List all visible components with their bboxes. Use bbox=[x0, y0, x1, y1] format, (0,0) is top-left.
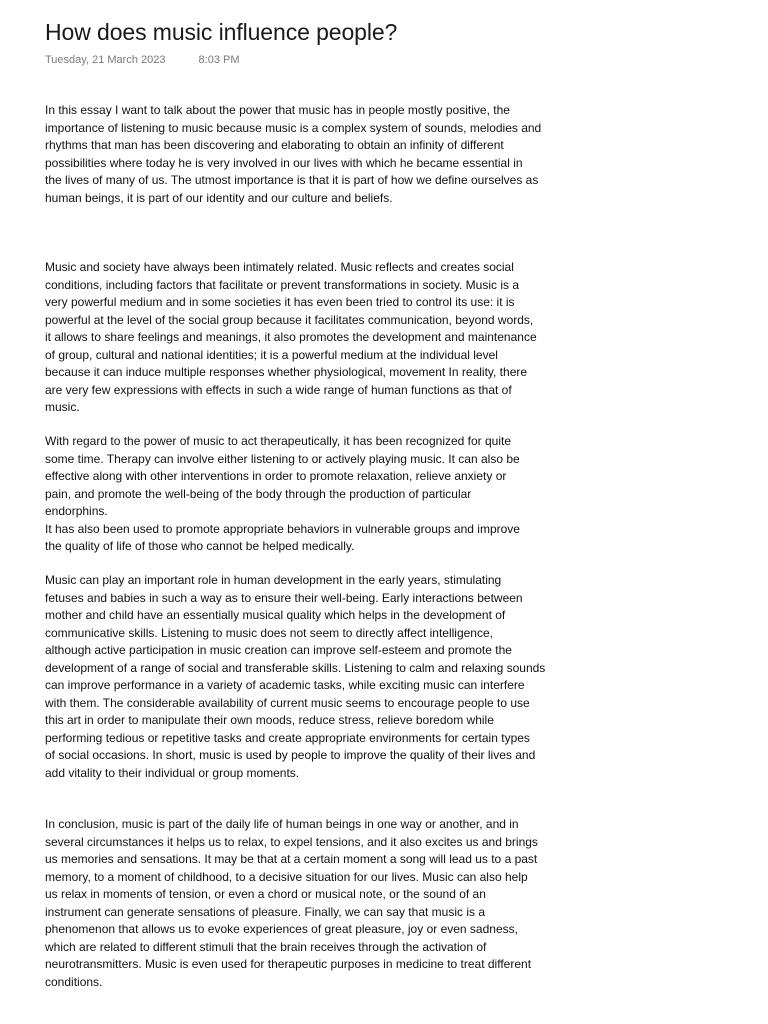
paragraph-line: can improve performance in a variety of academic tasks, while exciting music can interfere bbox=[45, 678, 525, 692]
body-paragraph bbox=[45, 816, 725, 991]
paragraph-line: neurotransmitters. Music is even used for therapeutic purposes in medicine to treat different bbox=[45, 957, 532, 971]
body-paragraph bbox=[45, 572, 725, 782]
body-paragraph bbox=[45, 433, 725, 556]
paragraph-line: importance of listening to music because music is a complex system of sounds, melodies and bbox=[45, 120, 542, 135]
note-time: 8:03 PM bbox=[198, 54, 240, 66]
paragraph-line: pain, and promote the well-being of the body through the production of particular bbox=[45, 486, 472, 501]
paragraph-line: of social occasions. In short, music is used by people to improve the quality of their lives and bbox=[45, 748, 536, 762]
paragraph-line: it allows to share feelings and meanings, it also promotes the development and maintenance bbox=[45, 330, 537, 344]
paragraph-line: possibilities where today he is very involved in our lives with which he became essential in bbox=[45, 155, 523, 170]
paragraph-line: the quality of life of those who cannot be helped medically. bbox=[45, 539, 355, 553]
paragraph-line: Music can play an important role in human development in the early years, stimulating bbox=[45, 573, 502, 587]
paragraph-line: In this essay I want to talk about the power that music has in people mostly positive, the bbox=[45, 103, 510, 117]
paragraph-line: It has also been used to promote appropriate behaviors in vulnerable groups and improve bbox=[45, 521, 520, 536]
paragraph-line: rhythms that man has been discovering and elaborating to obtain an infinity of different bbox=[45, 138, 504, 152]
paragraph-line: some time. Therapy can involve either listening to or actively playing music. It can also be bbox=[45, 451, 520, 466]
paragraph-line: us memories and sensations. It may be that at a certain moment a song will lead us to a past bbox=[45, 852, 538, 866]
paragraph-line: effective along with other interventions in order to promote relaxation, relieve anxiety or bbox=[45, 469, 507, 483]
paragraph-line: powerful at the level of the social group because it facilitates communication, beyond words, bbox=[45, 312, 534, 327]
paragraph-line: development of a range of social and transferable skills. Listening to calm and relaxing sounds bbox=[45, 660, 546, 675]
paragraph-line: phenomenon that allows us to evoke experiences of great pleasure, joy or even sadness, bbox=[45, 922, 518, 936]
note-date: Tuesday, 21 March 2023 bbox=[45, 54, 166, 66]
paragraph-line: very powerful medium and in some societies it has even been tried to control its use: it is bbox=[45, 295, 515, 309]
paragraph-line: the lives of many of us. The utmost importance is that it is part of how we define ourselves as bbox=[45, 173, 539, 187]
paragraph-line: communicative skills. Listening to music does not seem to directly affect intelligence, bbox=[45, 625, 493, 640]
page-title: How does music influence people? bbox=[45, 19, 398, 45]
paragraph-line: performing tedious or repetitive tasks and create appropriate environments for certain types bbox=[45, 730, 530, 745]
body-paragraph bbox=[45, 259, 725, 417]
paragraph-line: because it can induce multiple responses whether physiological, movement In reality, there bbox=[45, 365, 528, 379]
paragraph-line: conditions, including factors that facilitate or prevent transformations in society. Music is a bbox=[45, 277, 519, 292]
paragraph-line: With regard to the power of music to act therapeutically, it has been recognized for quite bbox=[45, 434, 512, 448]
paragraph-line: this art in order to manipulate their own moods, reduce stress, relieve boredom while bbox=[45, 713, 494, 727]
paragraph-line: instrument can generate sensations of pleasure. Finally, we can say that music is a bbox=[45, 904, 485, 919]
paragraph-line: with them. The considerable availability of current music seems to encourage people to use bbox=[45, 695, 530, 710]
paragraph-line: music. bbox=[45, 400, 80, 414]
paragraph-line: although active participation in music creation can improve self-esteem and promote the bbox=[45, 643, 512, 657]
paragraph-line: fetuses and babies in such a way as to ensure their well-being. Early interactions between bbox=[45, 590, 523, 605]
paragraph-line: memory, to a moment of childhood, to a decisive situation for our lives. Music can also help bbox=[45, 869, 528, 884]
paragraph-line: endorphins. bbox=[45, 504, 108, 518]
paragraph-line: add vitality to their individual or group moments. bbox=[45, 765, 300, 780]
paragraph-line: are very few expressions with effects in such a wide range of human functions as that of bbox=[45, 382, 512, 397]
paragraph-line: human beings, it is part of our identity and our culture and beliefs. bbox=[45, 190, 393, 205]
body-paragraph bbox=[45, 102, 725, 207]
paragraph-line: conditions. bbox=[45, 974, 103, 989]
paragraph-line: mother and child have an essentially musical quality which helps in the development of bbox=[45, 608, 506, 622]
paragraph-line: us relax in moments of tension, or even a chord or musical note, or the sound of an bbox=[45, 887, 486, 901]
paragraph-line: several circumstances it helps us to relax, to expel tensions, and it also excites us and brings bbox=[45, 834, 538, 849]
paragraph-line: of group, cultural and national identities; it is a powerful medium at the individual level bbox=[45, 347, 498, 362]
paragraph-line: Music and society have always been intimately related. Music reflects and creates social bbox=[45, 260, 514, 274]
note-metadata bbox=[45, 54, 240, 66]
paragraph-line: In conclusion, music is part of the daily life of human beings in one way or another, and in bbox=[45, 817, 519, 831]
paragraph-line: which are related to different stimuli that the brain receives through the activation of bbox=[45, 939, 487, 954]
